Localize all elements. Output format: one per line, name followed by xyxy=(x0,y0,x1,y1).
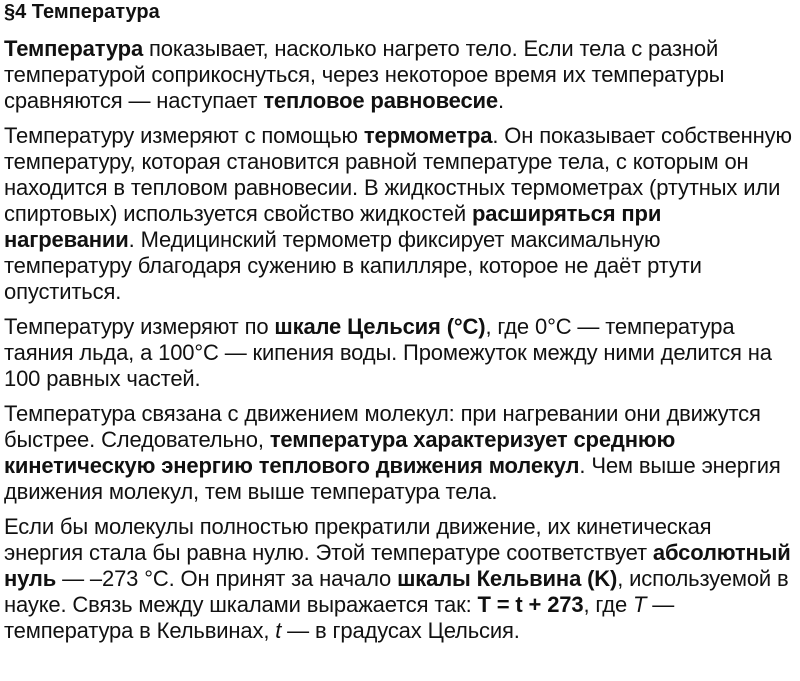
paragraph-celsius xyxy=(4,314,794,392)
term-temperature: Температура xyxy=(4,36,144,61)
text: — –273 °C. Он принят за начало xyxy=(56,566,398,591)
text: , где xyxy=(583,592,634,617)
section-heading: §4 Температура xyxy=(4,1,160,23)
text: . Медицинский термометр фиксирует максимальную температуру благодаря сужению в капилляре, которое не даёт ртути опуститься. xyxy=(4,227,702,304)
text: Температуру измеряют с помощью xyxy=(4,123,364,148)
symbol-T: T xyxy=(633,592,647,617)
text: Температуру измеряют по xyxy=(4,314,275,339)
paragraph-molecular-motion xyxy=(4,401,794,505)
text: Температура связана с движением молекул: при нагревании они движутся быстрее. Следовательно, xyxy=(4,401,761,452)
term-thermal-equilibrium: тепловое равновесие xyxy=(263,88,499,113)
text: , используемой в науке. Связь между шкалами выражается так: xyxy=(4,566,789,617)
text: , где 0°C — температура таяния льда, а 100°C — кипения воды. Промежуток между ними делится на 100 равных частей. xyxy=(4,314,772,391)
text: . xyxy=(498,88,504,113)
paragraph-thermometer xyxy=(4,123,794,305)
text: — в градусах Цельсия. xyxy=(281,618,520,643)
term-absolute-zero: абсолютный нуль xyxy=(4,540,791,591)
term-expansion: расширяться при нагревании xyxy=(4,201,662,252)
term-kelvin-scale: шкалы Кельвина (K) xyxy=(397,566,618,591)
term-thermometer: термометра xyxy=(363,123,493,148)
paragraph-absolute-zero xyxy=(4,514,794,644)
term-celsius-scale: шкале Цельсия (°C) xyxy=(274,314,486,339)
text: . Он показывает собственную температуру, которая становится равной температуре тела, с которым он находится в тепловом равновесии. В жидкостных термометрах (ртутных или спиртовых) используется свойство жидкостей xyxy=(4,123,792,226)
term-kinetic-energy: температура характеризует среднюю кинетическую энергию теплового движения молекул xyxy=(4,427,676,478)
paragraph-definition xyxy=(4,36,794,114)
text: показывает, насколько нагрето тело. Если тела с разной температурой соприкоснуться, через некоторое время их температуры сравняются — наступает xyxy=(4,36,725,113)
text: Если бы молекулы полностью прекратили движение, их кинетическая энергия стала бы равна нулю. Этой температуре соответствует xyxy=(4,514,712,565)
text: — температура в Кельвинах, xyxy=(4,592,675,643)
symbol-t: t xyxy=(275,618,282,643)
text: . Чем выше энергия движения молекул, тем выше температура тела. xyxy=(4,453,781,504)
formula: T = t + 273 xyxy=(477,592,584,617)
